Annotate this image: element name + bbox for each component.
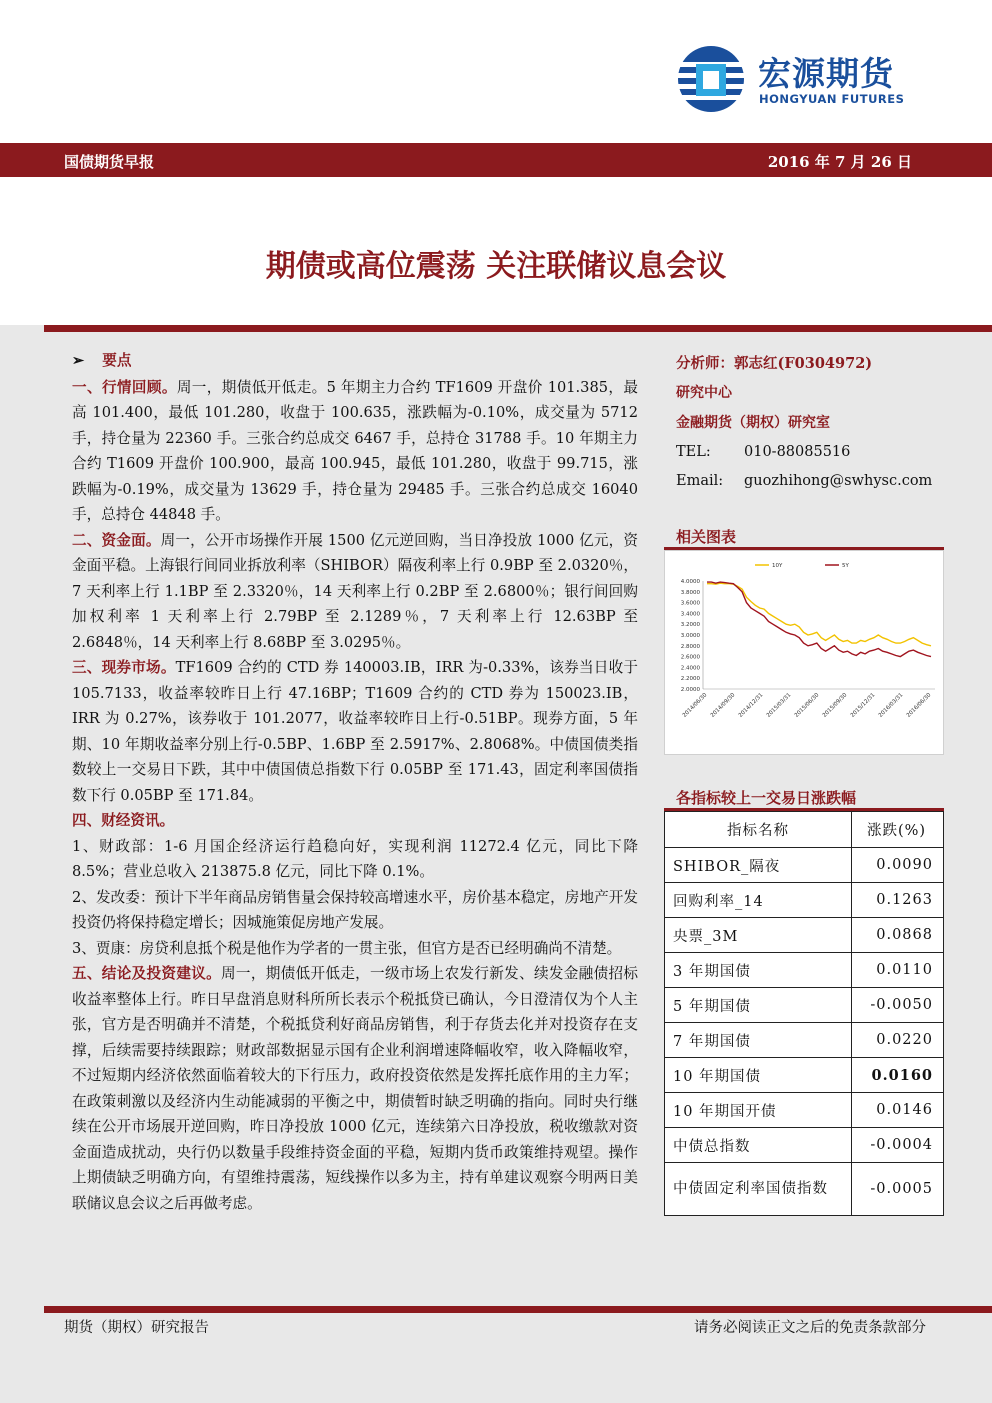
y-tick-label: 2.6000 xyxy=(680,654,700,661)
logo-mark-icon xyxy=(676,44,746,114)
x-tick-label: 2014/09/30 xyxy=(709,692,737,719)
table-cell: -0.0050 xyxy=(852,988,944,1023)
report-date: 2016 年 7 月 26 日 xyxy=(767,153,912,171)
key-points-column xyxy=(72,348,638,1216)
table-cell: 0.1263 xyxy=(852,883,944,918)
table-cell: 10 年期国债 xyxy=(665,1058,852,1093)
bullet-arrow-icon: ➢ xyxy=(72,352,85,369)
news-item: 2、发改委：预计下半年商品房销售量会保持较高增速水平，房价基本稳定，房地产开发投资仍将保持稳定增长；因城施策促房地产发展。 xyxy=(72,888,638,931)
table-row xyxy=(665,848,944,883)
table-cell: -0.0004 xyxy=(852,1128,944,1163)
news-item: 1、财政部：1-6 月国企经济运行趋稳向好，实现利润 11272.4 亿元，同比下降 8.5%；营业总收入 213875.8 亿元，同比下降 0.1%。 xyxy=(72,837,638,880)
table-row xyxy=(665,1023,944,1058)
x-tick-label: 2015/03/31 xyxy=(765,692,793,719)
table-cell: 央票_3M xyxy=(665,918,852,953)
analyst-info xyxy=(676,350,946,496)
table-cell: 0.0160 xyxy=(852,1058,944,1093)
table-cell: 0.0220 xyxy=(852,1023,944,1058)
table-cell: 0.0868 xyxy=(852,918,944,953)
analyst-sub-dept: 金融期货（期权）研究室 xyxy=(676,415,830,431)
section-conclusion: 五、结论及投资建议。周一，期债低开低走，一级市场上农发行新发、续发金融债招标收益率整体上行。昨日早盘消息财科所所长表示个税抵贷已确认，今日澄清仅为个人主张，官方是否明确并不清楚，个税抵贷利好商品房销售，利于存货去化并对投资存在支撑，后续需要持续跟踪；财政部数据显示国有企业利润增速降幅收窄，收入降幅收窄，不过短期内经济依然面临着较大的下行压力，政府投资依然是发挥托底作用的主力军；在政策刺激以及经济内生动能减弱的平衡之中，期债暂时缺乏明确的指向。同时央行继续在公开市场展开逆回购，昨日净投放 1000 亿元，连续第六日净投放，税收缴款对资金面造成扰动，央行仍以数量手段维持资金面的平稳，短期内货币政策维持观望。操作上期债缺乏明确方向，有望维持震荡，短线操作以多为主，持有单建议观察今明两日美联储议息会议之后再做考虑。 xyxy=(72,965,638,1212)
legend-label: 5Y xyxy=(842,563,849,569)
section-spot-market: 三、现券市场。TF1609 合约的 CTD 券 140003.IB，IRR 为-0.33%，该券当日收于 105.7133，收益率较昨日上行 47.16BP；T1609 合约的 CTD 券为 150023.IB，IRR 为 0.27%，该券收于 101.2077，收益率较昨日上行-0.51BP。现券方面，5 年期、10 年期收益率分别上行-0.5BP、1.6BP 至 2.5917%、2.8068%。中债国债类指数较上一交易日下跌，其中中债国债总指数下行 0.05BP 至 171.43，固定利率国债指数下行 0.05BP 至 171.84。 xyxy=(72,659,638,804)
table-cell: 3 年期国债 xyxy=(665,953,852,988)
table-cell: -0.0005 xyxy=(852,1163,944,1216)
report-type: 国债期货早报 xyxy=(64,153,155,171)
table-cell: 中债总指数 xyxy=(665,1128,852,1163)
table-row xyxy=(665,1093,944,1128)
table-cell: 10 年期国开债 xyxy=(665,1093,852,1128)
analyst-name: 分析师：郭志红(F0304972) xyxy=(676,355,873,372)
series-line-10y xyxy=(707,583,931,646)
page-title: 期债或高位震荡 关注联储议息会议 xyxy=(265,249,727,284)
yield-chart-svg xyxy=(665,551,943,754)
x-tick-label: 2014/06/30 xyxy=(681,692,709,719)
table-row xyxy=(665,953,944,988)
logo-name-en: HONGYUAN FUTURES xyxy=(759,92,905,106)
legend-label: 10Y xyxy=(772,563,783,569)
y-tick-label: 3.4000 xyxy=(680,611,700,618)
x-tick-label: 2015/12/31 xyxy=(849,692,877,719)
section-liquidity: 二、资金面。周一，公开市场操作开展 1500 亿元逆回购，当日净投放 1000 亿元，资金面平稳。上海银行间同业拆放利率（SHIBOR）隔夜利率上行 0.9BP 至 2.0320％，7 天利率上行 1.1BP 至 2.3320％，14 天利率上行 0.2BP 至 2.6800％；银行间回购加权利率 1 天利率上行 2.79BP 至 2.1289％，7 天利率上行 12.63BP 至 2.6848％，14 天利率上行 8.68BP 至 3.0295％。 xyxy=(72,531,638,651)
x-tick-label: 2014/12/31 xyxy=(737,692,765,719)
table-row xyxy=(665,988,944,1023)
table-header-row xyxy=(665,812,944,848)
table-header-cell: 涨跌(%) xyxy=(852,812,944,848)
y-tick-label: 2.2000 xyxy=(680,676,700,683)
table-cell: 7 年期国债 xyxy=(665,1023,852,1058)
y-tick-label: 2.4000 xyxy=(680,665,700,672)
footer-divider xyxy=(44,1306,992,1313)
series-line-5y xyxy=(707,582,931,657)
x-tick-label: 2016/03/31 xyxy=(877,692,905,719)
analyst-tel: TEL: 010-88085516 xyxy=(676,444,851,460)
table-row xyxy=(665,883,944,918)
title-divider xyxy=(44,325,992,332)
y-tick-label: 3.2000 xyxy=(680,622,700,629)
table-cell: 0.0146 xyxy=(852,1093,944,1128)
chart-section-header: 相关图表 xyxy=(664,522,944,550)
logo-name-cn: 宏源期货 xyxy=(758,54,894,93)
indicator-table xyxy=(664,811,944,1216)
yield-chart xyxy=(664,550,944,755)
table-section-header: 各指标较上一交易日涨跌幅 xyxy=(664,783,944,811)
table-header-cell: 指标名称 xyxy=(665,812,852,848)
analyst-dept: 研究中心 xyxy=(676,385,732,401)
x-tick-label: 2015/06/30 xyxy=(793,692,821,719)
table-cell: 中债固定利率国债指数 xyxy=(665,1163,852,1216)
table-cell: 回购利率_14 xyxy=(665,883,852,918)
y-tick-label: 2.0000 xyxy=(680,687,700,693)
table-row xyxy=(665,1058,944,1093)
company-logo xyxy=(676,44,936,114)
news-item: 3、贾康：房贷利息抵个税是他作为学者的一贯主张，但官方是否已经明确尚不清楚。 xyxy=(72,939,622,957)
section-financial-news-heading: 四、财经资讯。 xyxy=(72,812,175,829)
table-row xyxy=(665,1163,944,1216)
analyst-email: Email: guozhihong@swhysc.com xyxy=(676,473,933,489)
table-row xyxy=(665,918,944,953)
table-cell: 5 年期国债 xyxy=(665,988,852,1023)
table-row xyxy=(665,1128,944,1163)
x-tick-label: 2016/06/30 xyxy=(905,692,933,719)
footer-disclaimer-note: 请务必阅读正文之后的免责条款部分 xyxy=(694,1320,926,1336)
table-cell: SHIBOR_隔夜 xyxy=(665,848,852,883)
y-tick-label: 3.6000 xyxy=(680,600,700,607)
key-points-heading: ➢ 要点 xyxy=(72,352,132,369)
x-tick-label: 2015/09/30 xyxy=(821,692,849,719)
y-tick-label: 4.0000 xyxy=(680,579,700,585)
table-cell: 0.0090 xyxy=(852,848,944,883)
y-tick-label: 3.0000 xyxy=(680,633,700,639)
table-cell: 0.0110 xyxy=(852,953,944,988)
footer-left: 期货（期权）研究报告 xyxy=(64,1320,209,1336)
y-tick-label: 2.8000 xyxy=(680,643,700,650)
section-market-review: 一、行情回顾。周一，期债低开低走。5 年期主力合约 TF1609 开盘价 101.385，最高 101.400，最低 101.280，收盘于 100.635，涨跌幅为-0.10%，成交量为 5712 手，持仓量为 22360 手。三张合约总成交 6467 手，总持仓 31788 手。10 年期主力合约 T1609 开盘价 100.900，最高 100.945，最低 101.280，收盘于 99.715，涨跌幅为-0.19%，成交量为 13629 手，持仓量为 29485 手。三张合约总成交 16040 手，总持仓 44848 手。 xyxy=(72,378,638,523)
y-tick-label: 3.8000 xyxy=(680,589,700,596)
title-area xyxy=(0,177,992,325)
report-header-band xyxy=(0,143,992,177)
